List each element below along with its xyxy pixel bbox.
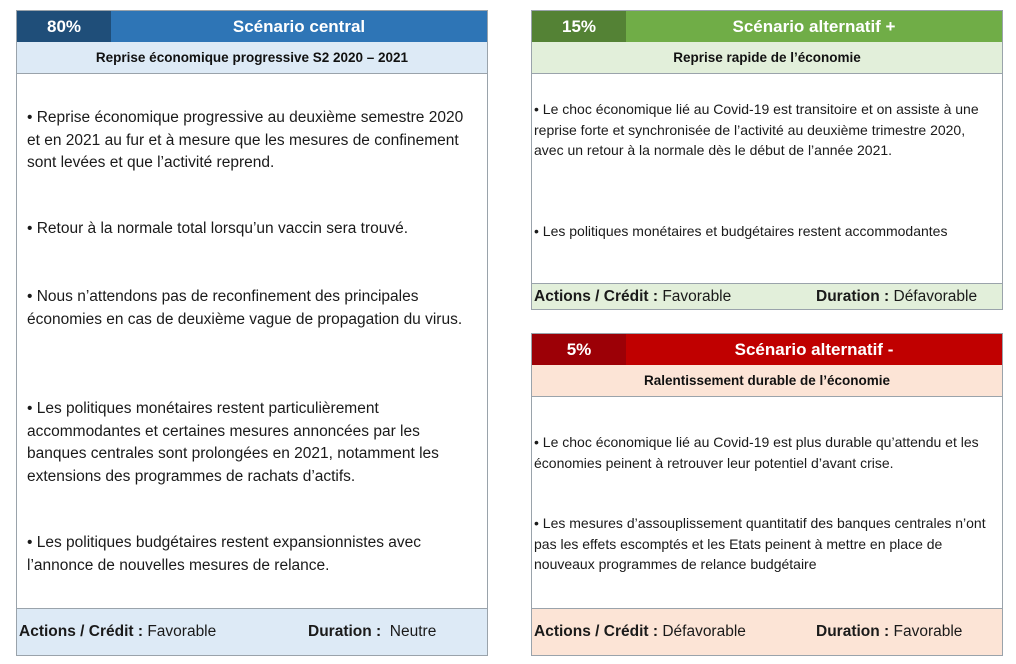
actions-credit-rating <box>534 623 746 641</box>
scenario-alt-minus-card <box>531 333 1003 656</box>
bullet-item: • Les politiques budgétaires restent expansionnistes avec l’annonce de nouvelles mesures de relance. <box>27 534 422 574</box>
actions-credit-value: Favorable <box>143 623 217 640</box>
duration-label: Duration : <box>816 623 890 640</box>
duration-label: Duration : <box>816 287 890 305</box>
bullet-item: • Le choc économique lié au Covid-19 est transitoire et on assiste à une reprise forte et synchronisée de l’activité au deuxième trimestre 2020, avec un retour à la normale dès le début de l’année 2021. <box>534 101 979 158</box>
scenario-header <box>532 11 1002 42</box>
scenario-header <box>532 334 1002 365</box>
scenario-subtitle: Reprise économique progressive S2 2020 – 2021 <box>17 42 487 74</box>
duration-value: Neutre <box>381 623 437 640</box>
scenario-alt-plus-card <box>531 10 1003 310</box>
duration-label: Duration : <box>308 623 382 640</box>
scenario-subtitle: Reprise rapide de l’économie <box>532 42 1002 74</box>
actions-credit-label: Actions / Crédit : <box>534 287 659 305</box>
actions-credit-value: Favorable <box>658 287 732 305</box>
scenario-central-card <box>16 10 488 656</box>
scenario-subtitle: Ralentissement durable de l’économie <box>532 365 1002 397</box>
actions-credit-rating <box>534 288 731 306</box>
scenario-title: Scénario alternatif - <box>626 334 1002 365</box>
bullet-item: • Nous n’attendons pas de reconfinement des principales économies en cas de deuxième vague de propagation du virus. <box>27 288 463 328</box>
bullet-item: • Reprise économique progressive au deuxième semestre 2020 et en 2021 au fur et à mesure que les mesures de confinement sont levées et que l’activité reprend. <box>27 109 464 171</box>
bullet-item: • Retour à la normale total lorsqu’un vaccin sera trouvé. <box>27 220 409 237</box>
duration-rating <box>816 288 977 306</box>
scenario-header <box>17 11 487 42</box>
scenario-footer <box>17 608 487 655</box>
duration-rating <box>308 623 436 641</box>
scenario-footer <box>532 283 1002 309</box>
bullet-item: • Le choc économique lié au Covid-19 est plus durable qu’attendu et les économies peinent à retrouver leur potentiel d’avant crise. <box>534 434 979 471</box>
actions-credit-value: Défavorable <box>658 623 746 640</box>
actions-credit-label: Actions / Crédit : <box>534 623 659 640</box>
actions-credit-rating <box>19 623 216 641</box>
probability-badge: 80% <box>17 11 111 42</box>
bullet-item: • Les politiques monétaires et budgétaires restent accommodantes <box>534 223 948 239</box>
probability-badge: 15% <box>532 11 626 42</box>
actions-credit-label: Actions / Crédit : <box>19 623 144 640</box>
duration-value: Favorable <box>889 623 963 640</box>
probability-badge: 5% <box>532 334 626 365</box>
scenario-footer <box>532 608 1002 655</box>
scenario-title: Scénario central <box>111 11 487 42</box>
scenario-title: Scénario alternatif + <box>626 11 1002 42</box>
duration-rating <box>816 623 962 641</box>
bullet-item: • Les politiques monétaires restent particulièrement accommodantes et certaines mesures annoncées par les banques centrales sont prolongées en 2021, notamment les extensions des programmes de rachats d’actifs. <box>27 400 439 485</box>
bullet-item: • Les mesures d’assouplissement quantitatif des banques centrales n’ont pas les effets escomptés et les Etats peinent à mettre en place de nouveaux programmes de relance budgétaire <box>534 515 986 572</box>
duration-value: Défavorable <box>889 287 978 305</box>
